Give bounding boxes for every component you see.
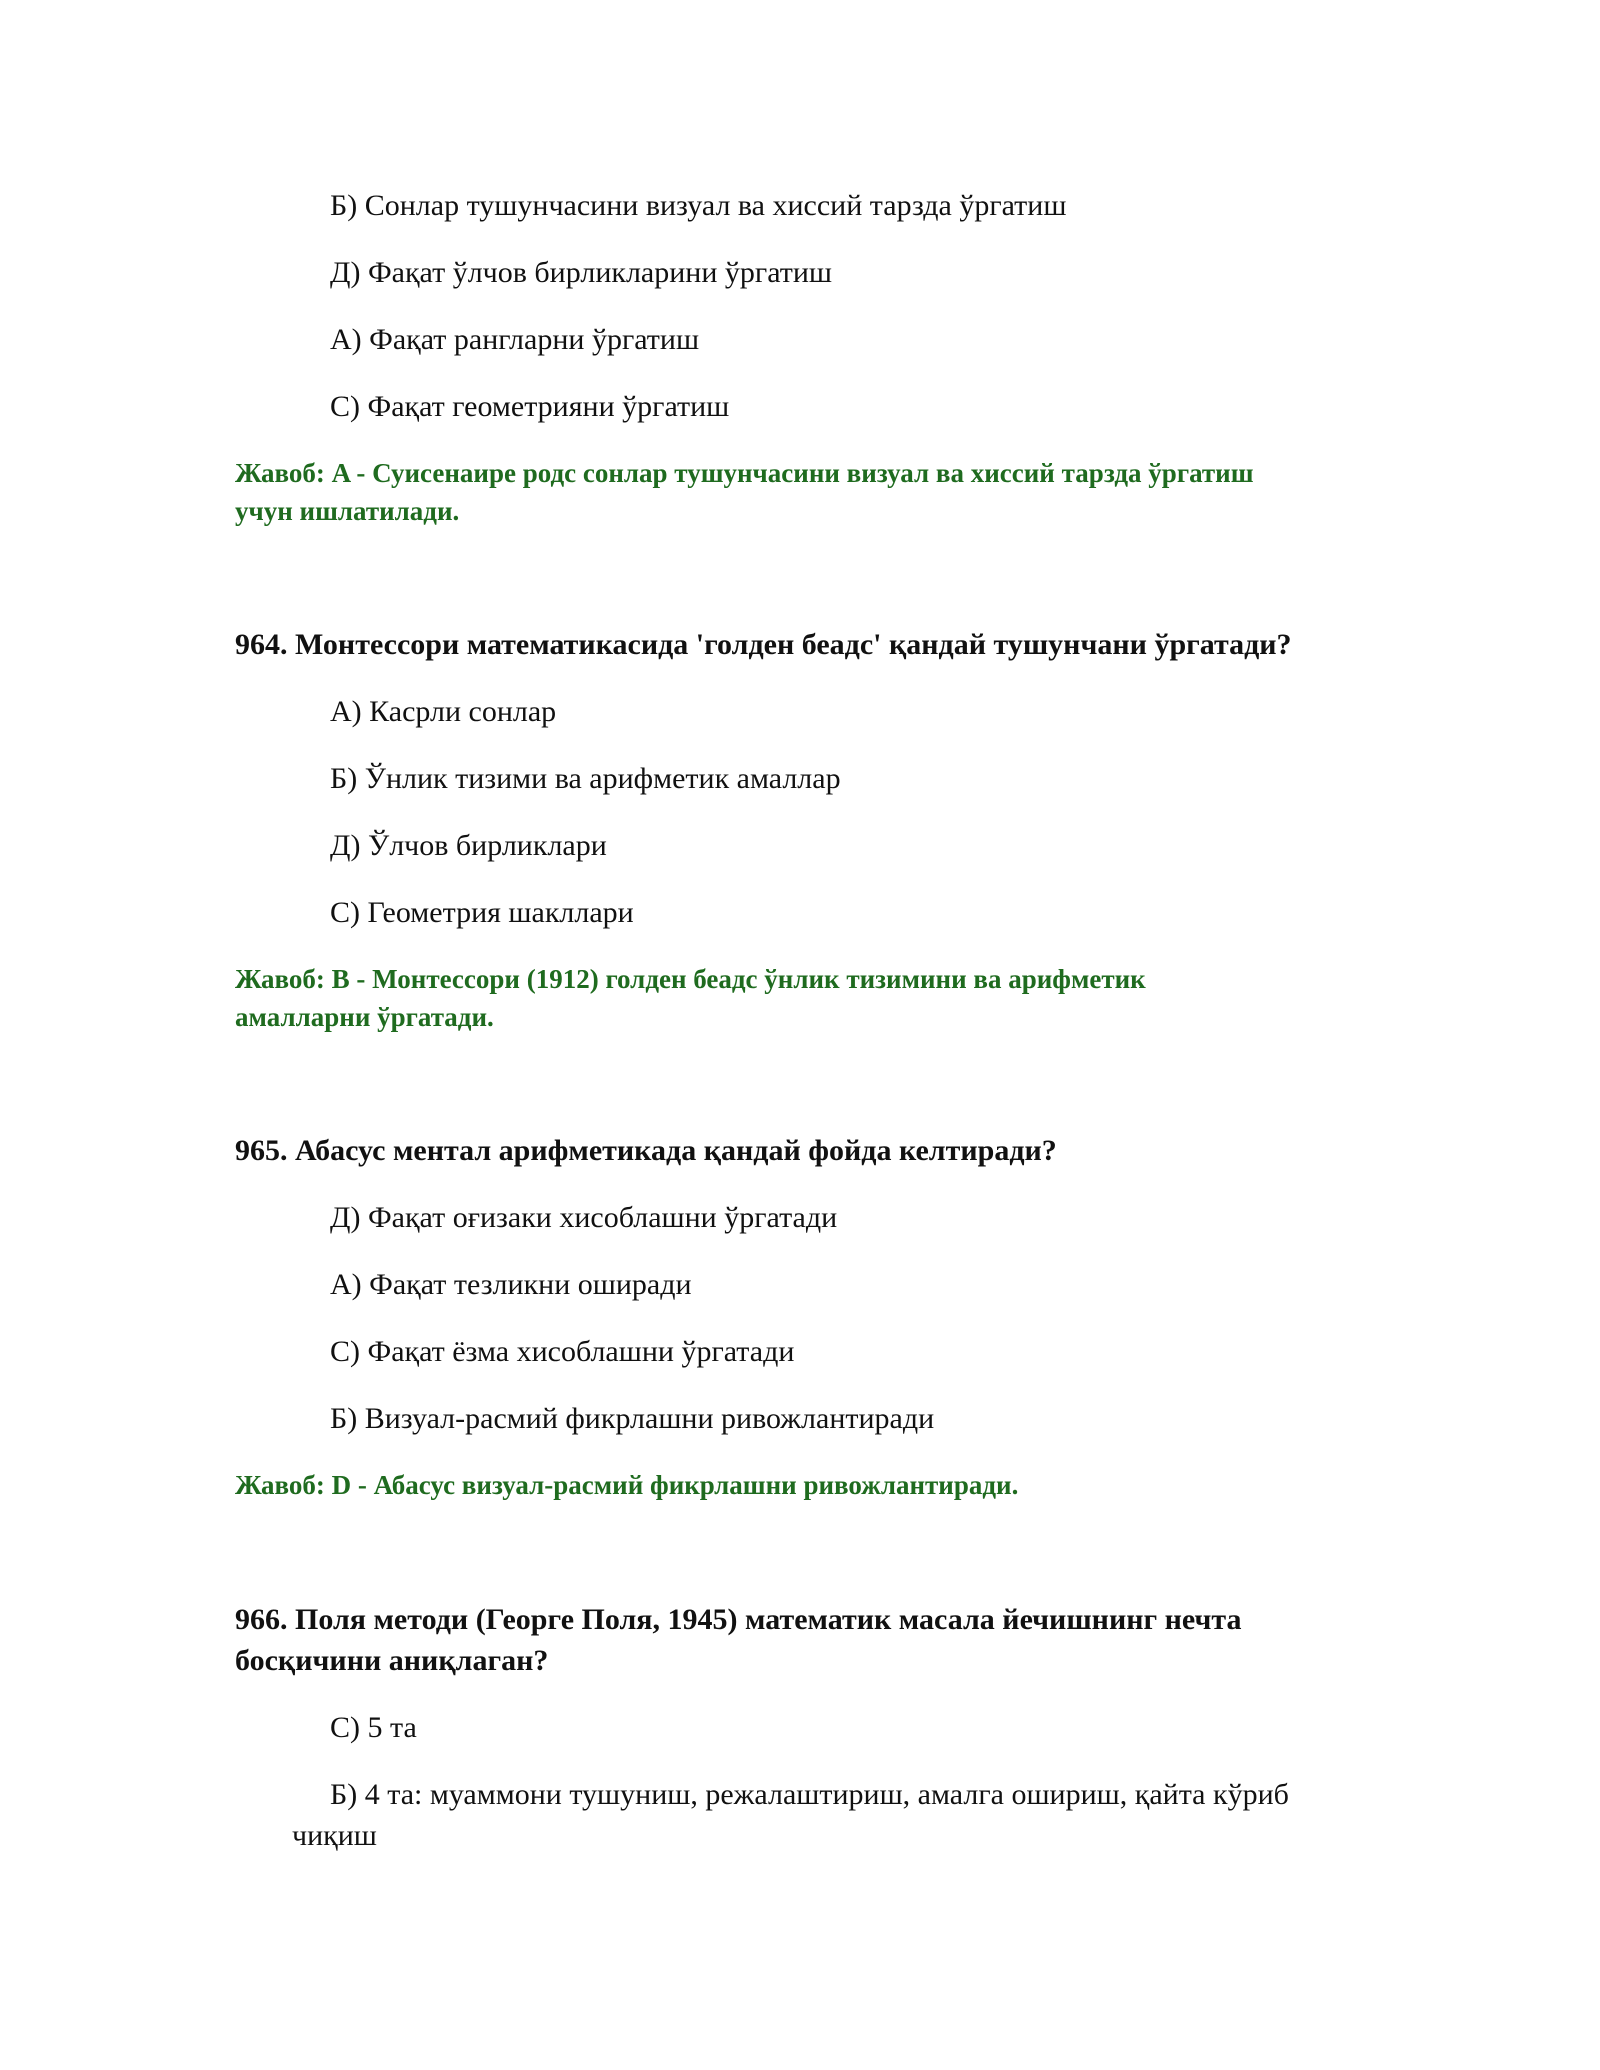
option-b: Б) Сонлар тушунчасини визуал ва хиссий тарзда ўргатиш bbox=[330, 189, 1067, 222]
option-c: С) Фақат геометрияни ўргатиш bbox=[330, 390, 730, 423]
option-c: С) Геометрия шакллари bbox=[330, 896, 634, 929]
option-b-continuation: чиқиш bbox=[292, 1819, 377, 1852]
answer-line: Жавоб: B - Монтессори (1912) голден беадс ўнлик тизимини ва арифметик bbox=[235, 964, 1146, 994]
option-c: С) 5 та bbox=[330, 1711, 417, 1744]
option-d: Д) Фақат оғизаки хисоблашни ўргатади bbox=[330, 1201, 838, 1234]
option-a: А) Фақат рангларни ўргатиш bbox=[330, 323, 700, 356]
answer-line: Жавоб: A - Суисенаире родс сонлар тушунчасини визуал ва хиссий тарзда ўргатиш bbox=[235, 458, 1254, 488]
question-966-continuation: босқичини аниқлаган? bbox=[235, 1644, 549, 1677]
option-a: А) Касрли сонлар bbox=[330, 695, 557, 728]
question-965: 965. Абасус ментал арифметикада қандай фойда келтиради? bbox=[235, 1134, 1057, 1167]
option-a: А) Фақат тезликни оширади bbox=[330, 1268, 692, 1301]
option-d: Д) Ўлчов бирликлари bbox=[330, 829, 607, 862]
option-b: Б) Визуал-расмий фикрлашни ривожлантиради bbox=[330, 1402, 935, 1435]
option-b: Б) 4 та: муаммони тушуниш, режалаштириш, амалга ошириш, қайта кўриб bbox=[330, 1778, 1289, 1811]
question-966: 966. Поля методи (Георге Поля, 1945) математик масала йечишнинг нечта bbox=[235, 1603, 1242, 1636]
option-c: С) Фақат ёзма хисоблашни ўргатади bbox=[330, 1335, 795, 1368]
option-b: Б) Ўнлик тизими ва арифметик амаллар bbox=[330, 762, 841, 795]
question-964: 964. Монтессори математикасида 'голден беадс' қандай тушунчани ўргатади? bbox=[235, 628, 1292, 661]
answer-line: учун ишлатилади. bbox=[235, 496, 460, 526]
answer-line: Жавоб: D - Абасус визуал-расмий фикрлашни ривожлантиради. bbox=[235, 1470, 1019, 1500]
option-d: Д) Фақат ўлчов бирликларини ўргатиш bbox=[330, 256, 833, 289]
answer-line: амалларни ўргатади. bbox=[235, 1002, 494, 1032]
